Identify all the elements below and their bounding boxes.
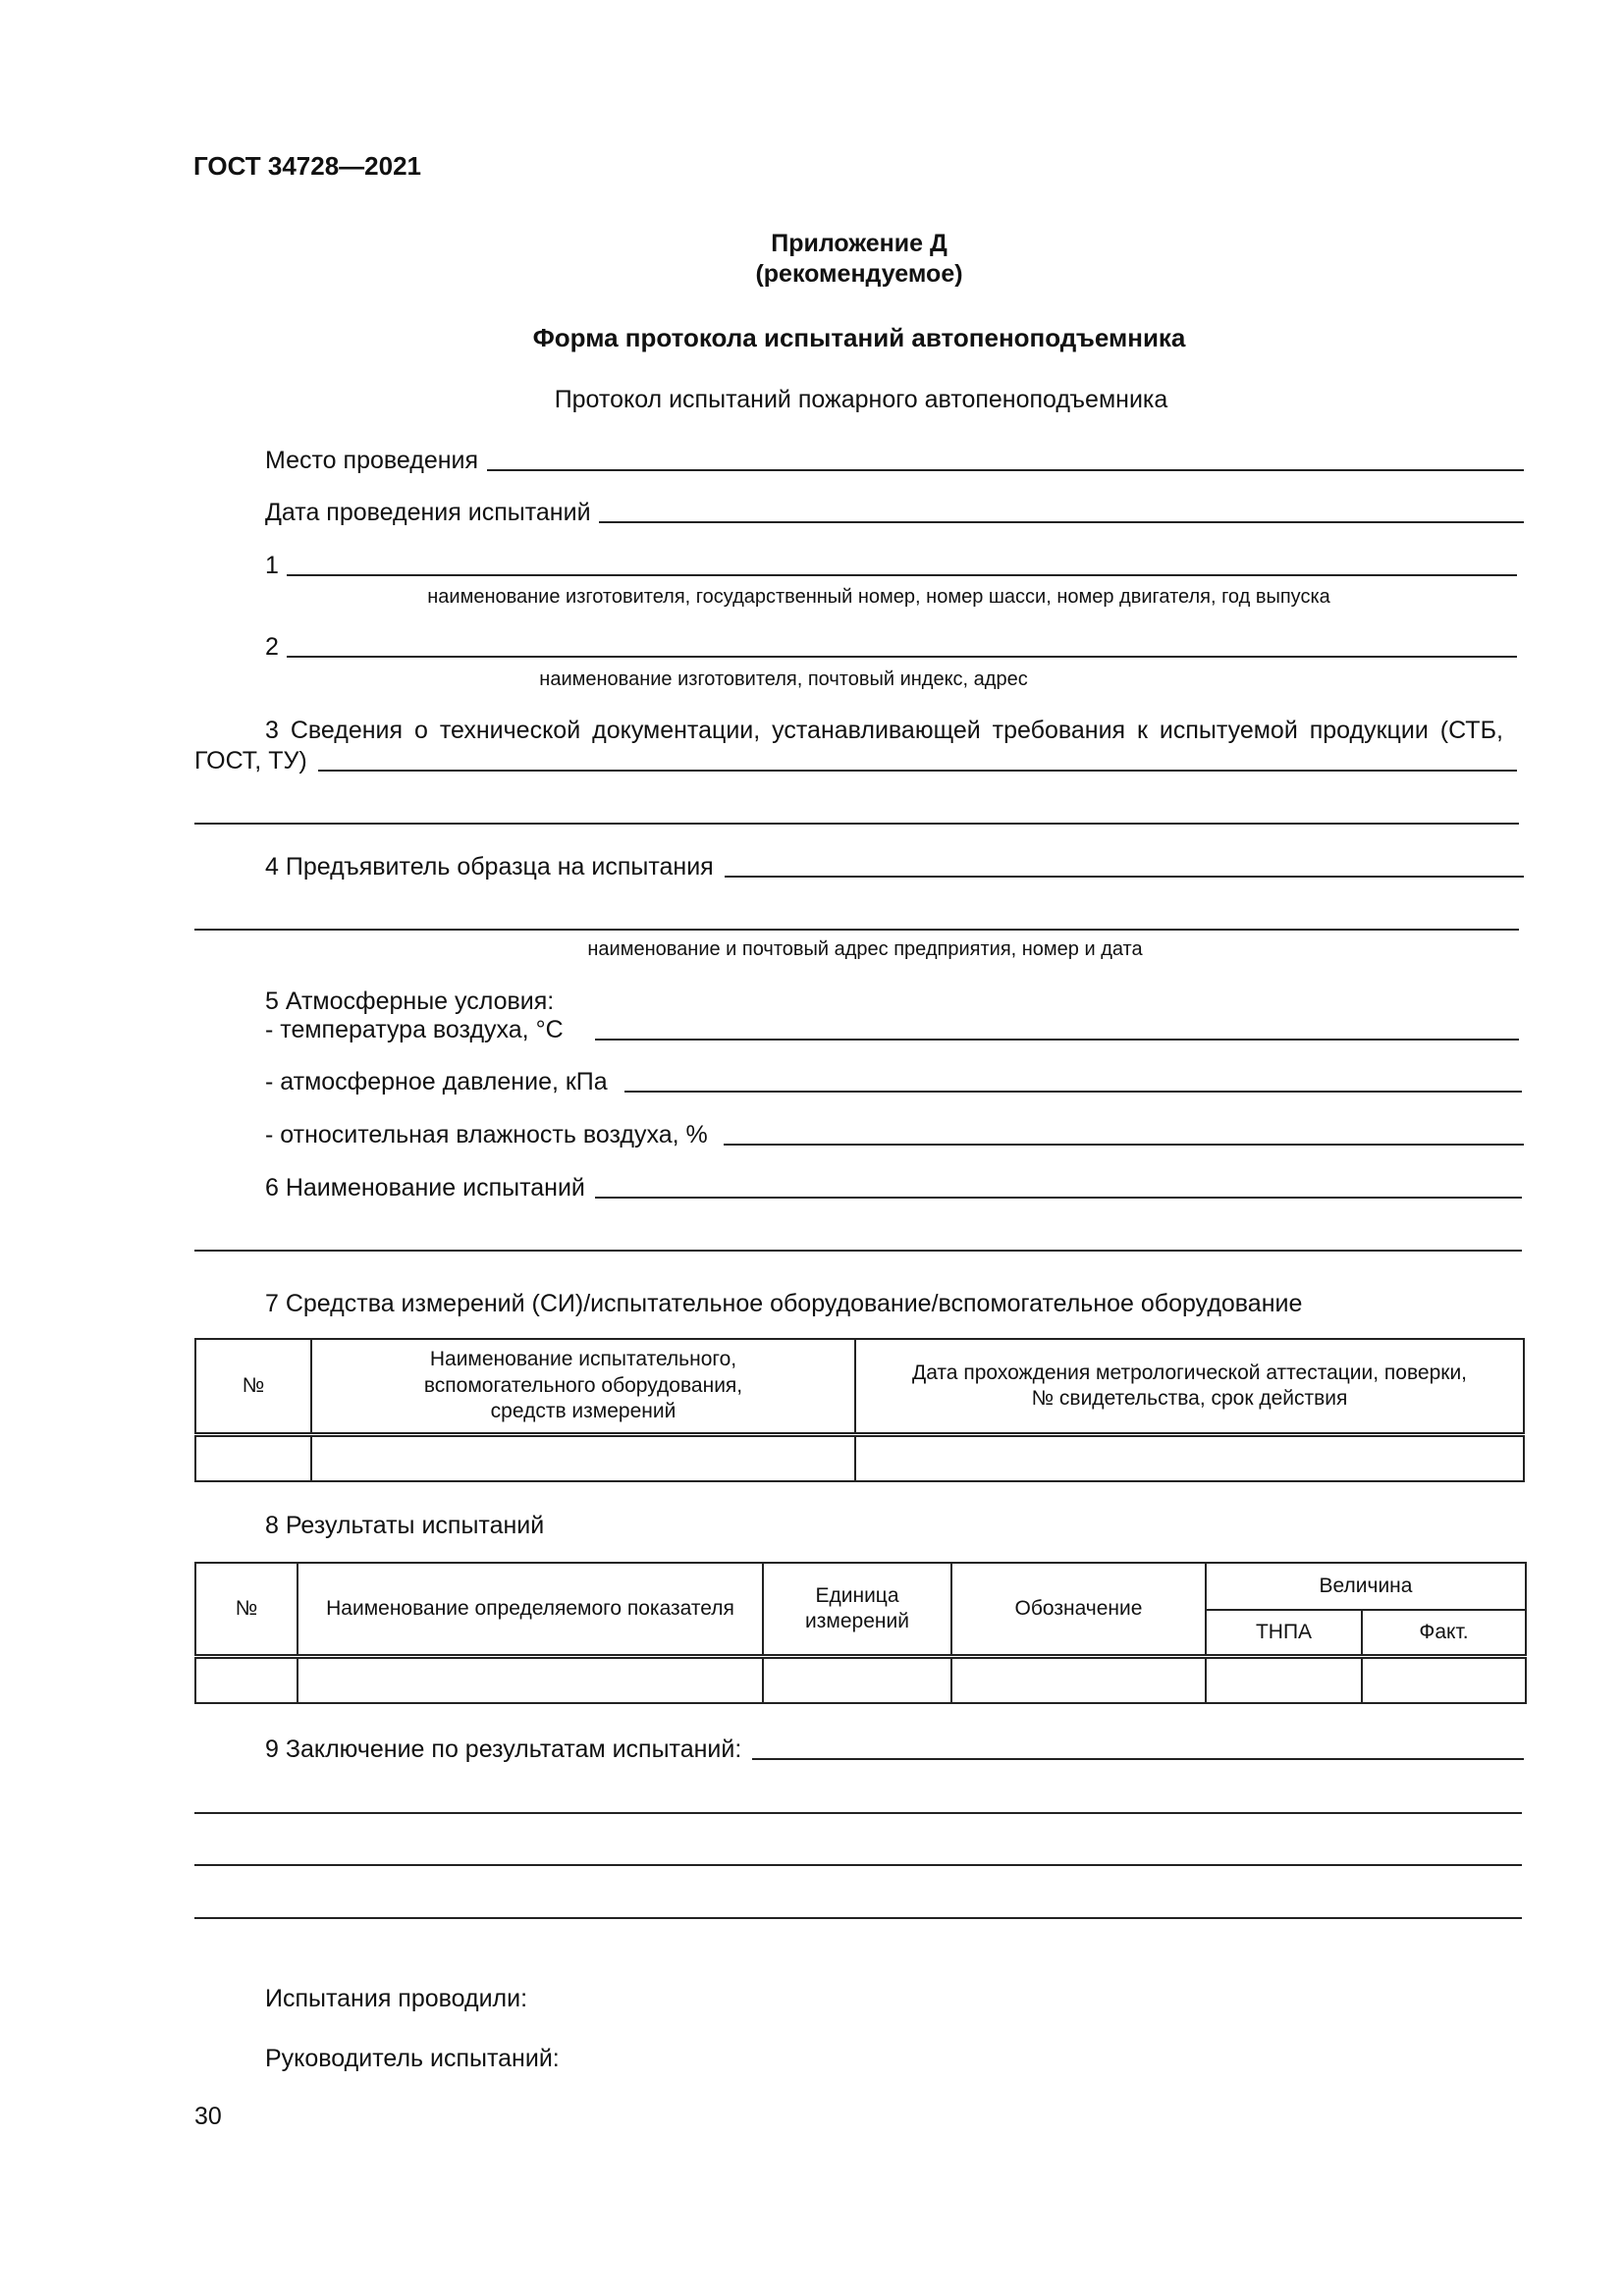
equipment-table — [194, 1338, 1525, 1482]
equipment-col-date-line1: Дата прохождения метрологической аттестации, поверки, — [911, 1361, 1468, 1384]
results-col-num: № — [195, 1563, 298, 1656]
equipment-col-num: № — [195, 1339, 311, 1434]
results-table-header — [195, 1563, 1526, 1610]
results-col-indicator: Наименование определяемого показателя — [298, 1563, 763, 1656]
item3-input-line[interactable] — [318, 770, 1517, 772]
results-col-unit-line2: измерений — [805, 1609, 909, 1632]
item4-input-line-2[interactable] — [194, 929, 1519, 931]
item3-text-cont: ГОСТ, ТУ) — [194, 747, 307, 774]
humidity-label: - относительная влажность воздуха, % — [265, 1121, 708, 1148]
results-cell-tnpa[interactable] — [1206, 1656, 1362, 1703]
equipment-cell-name[interactable] — [311, 1434, 855, 1481]
equipment-col-name-line3: средств измерений — [490, 1399, 677, 1422]
conclusion-input-line[interactable] — [752, 1758, 1524, 1760]
results-cell-fact[interactable] — [1362, 1656, 1526, 1703]
item6-input-line[interactable] — [595, 1197, 1522, 1199]
results-cell-indicator[interactable] — [298, 1656, 763, 1703]
equipment-col-name — [311, 1339, 855, 1434]
equipment-table-header — [195, 1339, 1524, 1434]
temperature-input-line[interactable] — [595, 1039, 1519, 1041]
temperature-label: - температура воздуха, °С — [265, 1016, 564, 1043]
item2-number: 2 — [265, 633, 279, 661]
item4-input-line[interactable] — [725, 876, 1524, 878]
place-input-line[interactable] — [487, 469, 1524, 471]
appendix-status: (рекомендуемое) — [755, 260, 963, 288]
results-col-tnpa: ТНПА — [1206, 1610, 1362, 1656]
equipment-cell-date[interactable] — [855, 1434, 1524, 1481]
appendix-title: Приложение Д — [771, 230, 947, 257]
results-col-unit — [763, 1563, 951, 1656]
results-table — [194, 1562, 1527, 1704]
equipment-col-name-line2: вспомогательного оборудования, — [423, 1373, 743, 1397]
item4-label: 4 Предъявитель образца на испытания — [265, 853, 714, 881]
conclusion-input-line-4[interactable] — [194, 1917, 1522, 1919]
equipment-col-date — [855, 1339, 1524, 1434]
equipment-col-name-line1: Наименование испытательного, — [429, 1348, 737, 1371]
item9-label: 9 Заключение по результатам испытаний: — [265, 1735, 742, 1763]
item7-label: 7 Средства измерений (СИ)/испытательное оборудование/вспомогательное оборудование — [265, 1290, 1303, 1317]
tested-by-label: Испытания проводили: — [265, 1985, 528, 2012]
document-code: ГОСТ 34728—2021 — [193, 151, 421, 181]
page-number: 30 — [194, 2103, 222, 2130]
pressure-input-line[interactable] — [624, 1091, 1522, 1093]
results-col-unit-line1: Единица — [815, 1583, 899, 1607]
results-table-row — [195, 1656, 1526, 1703]
results-cell-unit[interactable] — [763, 1656, 951, 1703]
humidity-input-line[interactable] — [724, 1144, 1524, 1146]
item5-label: 5 Атмосферные условия: — [265, 988, 555, 1015]
results-col-fact: Факт. — [1362, 1610, 1526, 1656]
item6-label: 6 Наименование испытаний — [265, 1174, 585, 1201]
results-col-designation: Обозначение — [951, 1563, 1206, 1656]
equipment-col-date-line2: № свидетельства, срок действия — [1031, 1386, 1348, 1410]
results-cell-num[interactable] — [195, 1656, 298, 1703]
item4-caption: наименование и почтовый адрес предприятия, номер и дата — [587, 938, 1143, 960]
item1-caption: наименование изготовителя, государственный номер, номер шасси, номер двигателя, год выпуска — [427, 586, 1330, 608]
item1-input-line[interactable] — [287, 574, 1517, 576]
item3-input-line-2[interactable] — [194, 823, 1519, 825]
form-title: Форма протокола испытаний автопеноподъемника — [532, 323, 1186, 352]
protocol-title: Протокол испытаний пожарного автопеноподъемника — [554, 386, 1168, 413]
date-input-line[interactable] — [599, 521, 1524, 523]
equipment-table-row — [195, 1434, 1524, 1481]
item1-number: 1 — [265, 552, 279, 579]
place-label: Место проведения — [265, 447, 479, 474]
results-col-value: Величина — [1206, 1563, 1526, 1610]
item8-label: 8 Результаты испытаний — [265, 1512, 545, 1539]
conclusion-input-line-2[interactable] — [194, 1812, 1522, 1814]
test-head-label: Руководитель испытаний: — [265, 2045, 560, 2072]
equipment-cell-num[interactable] — [195, 1434, 311, 1481]
item2-caption: наименование изготовителя, почтовый индекс, адрес — [539, 668, 1028, 690]
pressure-label: - атмосферное давление, кПа — [265, 1068, 608, 1095]
conclusion-input-line-3[interactable] — [194, 1864, 1522, 1866]
item6-input-line-2[interactable] — [194, 1250, 1522, 1252]
date-label: Дата проведения испытаний — [265, 499, 591, 526]
item3-text: 3 Сведения о технической документации, устанавливающей требования к испытуемой продукции (СТБ, — [265, 717, 1503, 744]
results-cell-designation[interactable] — [951, 1656, 1206, 1703]
item2-input-line[interactable] — [287, 656, 1517, 658]
